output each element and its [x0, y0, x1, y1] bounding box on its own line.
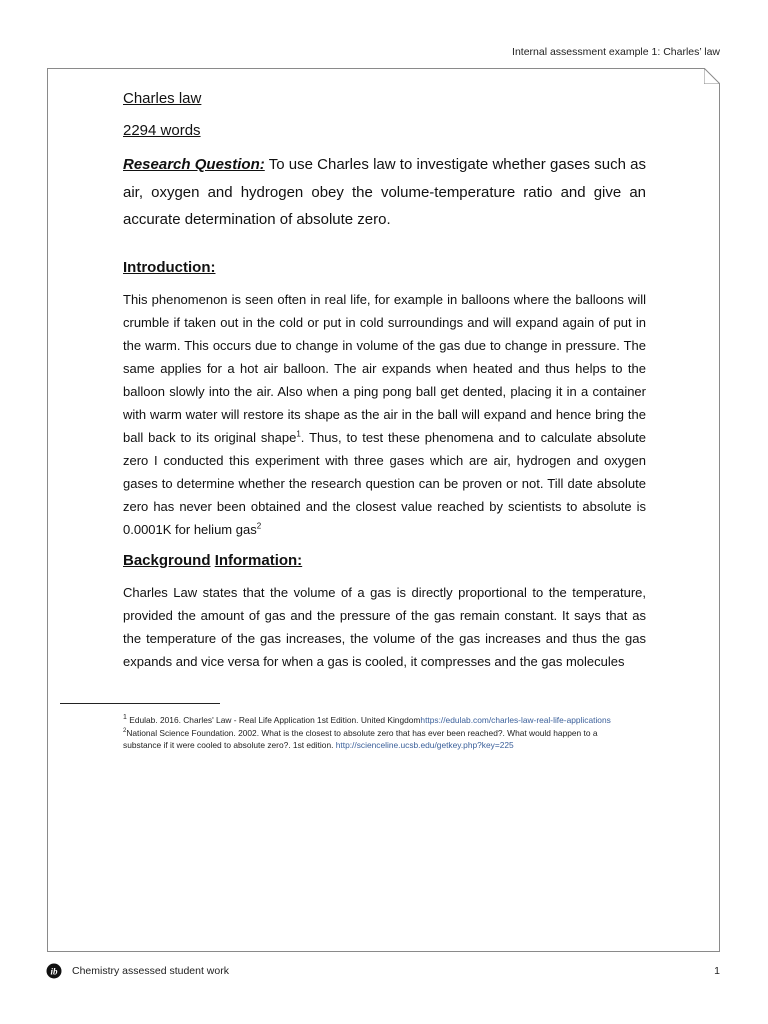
background-paragraph: Charles Law states that the volume of a gas is directly proportional to the temperature, provided the amount of gas and the pressure of the gas remain constant. It says that as the temperature of the gas increases, the volume of the gas increases and thus the gas expands and vice versa for when a gas is cooled, it compresses and the gas molecules — [123, 584, 646, 669]
background-heading: Background Information: — [123, 551, 303, 569]
page-footer — [46, 963, 720, 981]
footnotes — [123, 714, 633, 752]
page-number: 1 — [714, 965, 720, 977]
word-count: 2294 words — [123, 122, 201, 139]
footnote-separator — [60, 703, 220, 704]
footnote-2-link[interactable]: http://scienceline.ucsb.edu/getkey.php?key=225 — [335, 740, 514, 750]
footer-label: Chemistry assessed student work — [72, 965, 229, 977]
research-question-label: Research Question: — [123, 156, 265, 173]
running-header-title: Internal assessment example 1: Charles’ law — [512, 46, 720, 58]
document-body — [123, 88, 646, 673]
introduction-heading: Introduction: — [123, 258, 216, 276]
ib-logo-icon — [46, 963, 62, 979]
footnote-1: $^1$ Edulab. 2016. Charles' Law - Real Life Application 1st Edition. United Kingdomhttps://edulab.com/charles-law-real-life-applications — [123, 714, 611, 725]
footnote-1-link[interactable]: https://edulab.com/charles-law-real-life-applications — [420, 715, 611, 725]
footnote-ref-2: 2 — [256, 522, 262, 532]
introduction-paragraph: This phenomenon is seen often in real life, for example in balloons where the balloons will crumble if taken out in the cold or put in cold surroundings and will expand again of put in the warm. This occurs due to change in volume of the gas due to change in pressure. The same applies for a hot air balloon. The air expands when heated and thus helps to the balloon slowly into the air. Also when a ping pong ball get dented, placing it in a container with warm water will restore its shape as the air in the ball will expand and hence bring the ball back to its original shape$^1$. Thus, to test these phenomena and to calculate absolute zero I conducted this experiment with three gases which are air, hydrogen and oxygen gases to determine whether the research question can be proven or not. Till date absolute zero has never been obtained and the closest value reached by scientists to absolute is 0.0001K for helium gas$^2$ — [123, 291, 646, 538]
document-title: Charles law — [123, 90, 202, 107]
footnote-ref-1: 1 — [296, 429, 301, 439]
research-question — [123, 151, 646, 234]
footnote-2: $^2$National Science Foundation. 2002. What is the closest to absolute zero that has ever been reached?. What would happen to a substance if it were cooled to absolute zero?. 1st edition. http://scienceline.ucsb.edu/getkey.php?key=225 — [123, 727, 598, 750]
page-corner-fold-icon — [704, 68, 720, 84]
svg-text:ib: ib — [50, 966, 58, 977]
research-question-text: To use Charles law to investigate whether gases such as air, oxygen and hydrogen obey the volume-temperature ratio and give an accurate determination of absolute zero. — [123, 156, 646, 228]
